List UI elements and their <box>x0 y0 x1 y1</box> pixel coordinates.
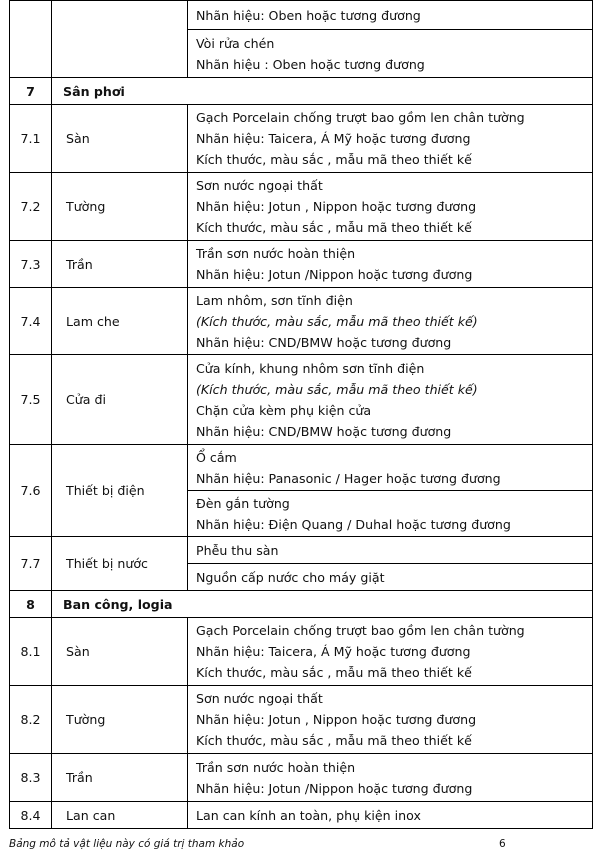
desc-line: Kích thước, màu sắc , mẫu mã theo thiết kế <box>196 665 472 680</box>
row-number: 8.3 <box>10 754 52 802</box>
row-number: 8.4 <box>10 802 52 829</box>
desc-line: Nhãn hiệu: Taicera, Á Mỹ hoặc tương đương <box>196 644 471 659</box>
row-description <box>188 802 593 829</box>
table-row <box>10 445 593 491</box>
desc-line-note: (Kích thước, màu sắc, mẫu mã theo thiết kế) <box>196 381 478 397</box>
desc-line: Lan can kính an toàn, phụ kiện inox <box>196 807 421 823</box>
desc-line: Nhãn hiệu: Oben hoặc tương đương <box>196 7 421 23</box>
row-number: 7.6 <box>10 445 52 537</box>
row-item <box>52 1 188 78</box>
desc-line: Nhãn hiệu: CND/BMW hoặc tương đương <box>196 334 452 350</box>
page-number: 6 <box>499 838 506 850</box>
row-item <box>52 618 188 686</box>
row-item-label: Tường <box>66 199 106 214</box>
table-row <box>10 241 593 288</box>
desc-line: Nhãn hiệu: Jotun /Nippon hoặc tương đương <box>196 267 473 282</box>
row-number <box>10 1 52 78</box>
row-item <box>52 288 188 355</box>
desc-line: Nhãn hiệu: Panasonic / Hager hoặc tương đương <box>196 470 501 486</box>
row-item-label: Sàn <box>66 644 90 659</box>
desc-line: Phễu thu sàn <box>196 542 279 558</box>
row-description <box>188 754 593 802</box>
row-item <box>52 355 188 445</box>
row-description <box>188 355 593 445</box>
row-number: 7.7 <box>10 537 52 591</box>
row-item <box>52 105 188 173</box>
row-number: 7.2 <box>10 173 52 241</box>
row-item-label: Tường <box>66 712 106 727</box>
table-row <box>10 686 593 754</box>
desc-line: Chặn cửa kèm phụ kiện cửa <box>196 402 372 418</box>
desc-line: Gạch Porcelain chống trượt bao gồm len chân tường <box>196 110 525 125</box>
row-number: 7.5 <box>10 355 52 445</box>
row-item <box>52 686 188 754</box>
desc-line: Kích thước, màu sắc , mẫu mã theo thiết kế <box>196 152 472 167</box>
desc-line: Nhãn hiệu: Jotun , Nippon hoặc tương đương <box>196 712 477 727</box>
row-number: 7.1 <box>10 105 52 173</box>
row-item-label: Thiết bị điện <box>66 483 145 498</box>
row-description <box>188 241 593 288</box>
desc-line: Ổ cắm <box>196 449 237 465</box>
row-item <box>52 754 188 802</box>
row-item <box>52 241 188 288</box>
row-item-label: Trần <box>66 770 93 785</box>
desc-line: Sơn nước ngoại thất <box>196 178 323 193</box>
desc-line: Vòi rửa chén <box>196 35 275 51</box>
row-number: 7.3 <box>10 241 52 288</box>
desc-line: Nhãn hiệu: CND/BMW hoặc tương đương <box>196 423 452 439</box>
table-row <box>10 754 593 802</box>
desc-line: Đèn gắn tường <box>196 495 290 511</box>
row-description <box>188 537 593 564</box>
row-number: 7.4 <box>10 288 52 355</box>
desc-line: Trần sơn nước hoàn thiện <box>196 759 356 775</box>
desc-line: Kích thước, màu sắc , mẫu mã theo thiết kế <box>196 733 472 748</box>
desc-line: Nhãn hiệu : Oben hoặc tương đương <box>196 56 425 72</box>
row-description <box>188 445 593 491</box>
table-row <box>10 355 593 445</box>
row-item <box>52 802 188 829</box>
desc-line: Trần sơn nước hoàn thiện <box>196 246 356 261</box>
row-item-label: Thiết bị nước <box>66 556 148 571</box>
desc-line: Nhãn hiệu: Jotun , Nippon hoặc tương đương <box>196 199 477 214</box>
row-number: 8.2 <box>10 686 52 754</box>
desc-line: Sơn nước ngoại thất <box>196 691 323 706</box>
row-description <box>188 491 593 537</box>
section-number: 7 <box>10 78 52 105</box>
materials-table <box>9 0 593 829</box>
desc-line: Gạch Porcelain chống trượt bao gồm len chân tường <box>196 623 525 638</box>
section-row <box>10 78 593 105</box>
row-description <box>188 30 593 78</box>
footer-note: Bảng mô tả vật liệu này có giá trị tham khảo <box>9 838 245 850</box>
desc-line: Nhãn hiệu: Jotun /Nippon hoặc tương đương <box>196 780 473 796</box>
table-row <box>10 105 593 173</box>
row-description <box>188 105 593 173</box>
row-item-label: Lam che <box>66 313 120 329</box>
desc-line: Kích thước, màu sắc , mẫu mã theo thiết kế <box>196 220 472 235</box>
section-number: 8 <box>10 591 52 618</box>
row-item-label: Lan can <box>66 807 116 823</box>
desc-line: Nguồn cấp nước cho máy giặt <box>196 569 385 585</box>
section-title: Sân phơi <box>52 78 593 105</box>
row-description <box>188 1 593 30</box>
row-description <box>188 564 593 591</box>
row-description <box>188 173 593 241</box>
row-item-label: Sàn <box>66 131 90 146</box>
row-item-label: Cửa đi <box>66 392 106 407</box>
desc-line: Lam nhôm, sơn tĩnh điện <box>196 292 353 308</box>
row-description <box>188 618 593 686</box>
desc-line-note: (Kích thước, màu sắc, mẫu mã theo thiết kế) <box>196 313 478 329</box>
section-row <box>10 591 593 618</box>
row-number: 8.1 <box>10 618 52 686</box>
desc-line: Nhãn hiệu: Taicera, Á Mỹ hoặc tương đương <box>196 131 471 146</box>
table-row <box>10 618 593 686</box>
table-row <box>10 802 593 829</box>
row-item <box>52 173 188 241</box>
table-row <box>10 288 593 355</box>
section-title: Ban công, logia <box>52 591 593 618</box>
table-row <box>10 537 593 564</box>
table-row <box>10 1 593 30</box>
row-description <box>188 686 593 754</box>
desc-line: Cửa kính, khung nhôm sơn tĩnh điện <box>196 360 425 376</box>
row-item <box>52 445 188 537</box>
desc-line: Nhãn hiệu: Điện Quang / Duhal hoặc tương đương <box>196 516 511 532</box>
row-description <box>188 288 593 355</box>
table-row <box>10 173 593 241</box>
row-item-label: Trần <box>66 256 93 272</box>
row-item <box>52 537 188 591</box>
